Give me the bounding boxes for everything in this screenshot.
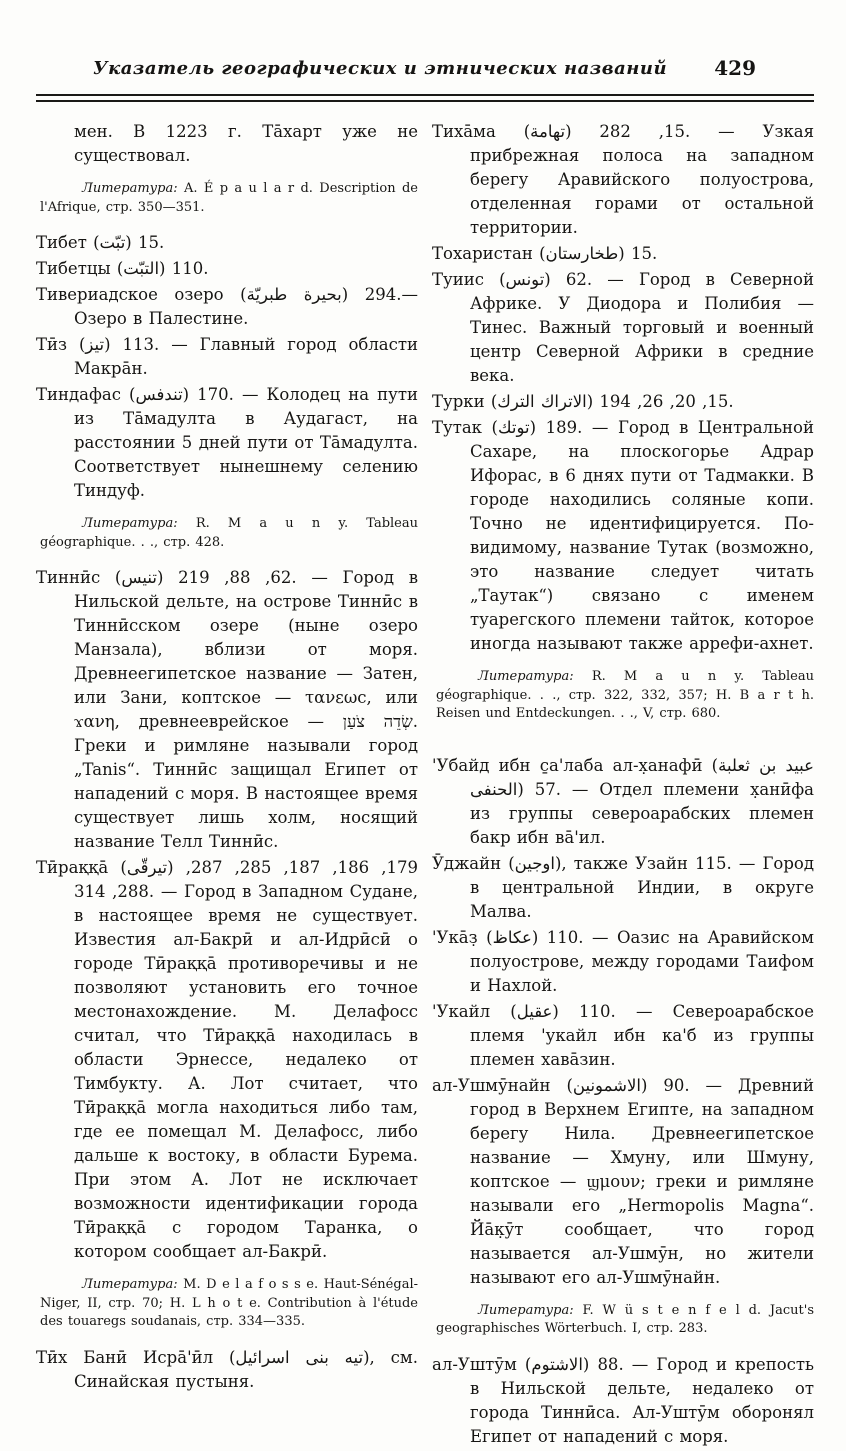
continuation-paragraph: мен. В 1223 г. Тāхарт уже не существовал. [74,122,418,165]
index-entry: 'Укайл (عقيل) 110. — Североарабское племя 'укайл ибн ка'б из группы племен хавāзин. [432,1001,814,1069]
index-entry: Тихāма (تهامة) 15, 282. — Узкая прибрежная полоса на западном берегу Аравийского полуострова, отделенная горами от остальной территории. [432,122,815,237]
index-entry: Тутак (توتك) 189. — Город в Центральной Сахаре, на плоскогорье Адрар Ифорас, в 6 днях пути от Тадмакки. В городе находились соляные копи. Точно не идентифицируется. По-видимому, название Тутак (возможно, это название следует читать „Таутак“) связано с именем туарегского племени тайток, которое иногда называют также аррефи-ахнет. [432,418,814,653]
index-entry: Туиис (تونس) 62. — Город в Северной Африке. У Диодора и Полибия — Тинес. Важный торговый и военный центр Северной Африки в средние века. [432,270,814,385]
left-column [36,120,418,1451]
text-columns [36,120,814,1451]
literature-text: F. W ü s t e n f e l d. Jacut's geographisches Wörterbuch. I, стр. 283. [436,1302,815,1336]
literature-label: Литература: [478,1302,574,1318]
index-entry: Тиндафас (تندفس) 170. — Колодец на пути из Тāмадулта в Аудагаст, на расстоянии 5 дней пути от Тāмадулта. Соответствует нынешнему селению Тиндуф. [36,385,419,500]
literature-label: Литература: [82,516,178,531]
index-entry: ал-Ушмӯнайн (الاشمونين) 90. — Древний город в Верхнем Египте, на западном берегу Нила. Древнеегипетское название — Хмуну, или Шмуну, коптское — ϣμουν; греки и римляне называли его „Hermopolis Magna“. Йāк̣ӯт сообщает, что город называется ал-Ушмӯн, но жители называют его ал-Ушмӯнайн. [432,1075,814,1287]
index-entry: Тибетцы (التبّت) 110. [36,259,209,278]
literature-label: Литература: [478,669,574,684]
literature-note [40,515,418,552]
literature-text: R. M a u n y. Tableau géographique. . ., стр. 428. [40,516,418,550]
index-entry: Тибет (تبّت) 15. [36,233,165,252]
header-rule [36,94,814,102]
literature-note [436,1302,814,1339]
literature-note [40,180,418,217]
page-title: Указатель географических и этнических названий [92,58,668,79]
literature-text: M. D e l a f o s s e. Haut-Sénégal-Niger, II, стр. 70; H. L h o t e. Contribution à l'étude des touaregs soudanais, стр. 334—335. [40,1277,418,1329]
index-entry: Тохаристан (طخارستان) 15. [432,244,658,263]
index-entry: Тӣх Банӣ Исрā'ӣл (تيه بنى اسرائيل), см. Синайская пустыня. [36,1347,418,1391]
page-number: 429 [714,56,756,80]
index-entry: Ӯджайн (اوجين), также Узайн 115. — Город в центральной Индии, в округе Малва. [432,853,814,921]
index-entry: Тӣраққā (تيرقّى) 179, 186, 187, 285, 287, 288, 314. — Город в Западном Судане, в настоящее время не существует. Известия ал-Бакрӣ и ал-Идрӣсӣ о городе Тӣраққā противоречивы и не позволяют установить его точное местонахождение. М. Делафосс считал, что Тӣраққā находилась в области Эрнессе, недалеко от Тимбукту. А. Лот считает, что Тӣраққā могла находиться либо там, где ее помещал М. Делафосс, либо дальше к востоку, в области Бурема. При этом А. Лот не исключает возможности идентификации города Тӣраққā с городом Таранка, о котором сообщает ал-Бакрӣ. [36,858,419,1261]
index-entry: Тӣз (تيز) 113. — Главный город области Макрāн. [36,335,419,378]
literature-label: Литература: [82,1277,178,1292]
index-entry: Тивериадское озеро (بحيرة طبريّة) 294.— Озеро в Палестине. [36,285,418,328]
literature-label: Литература: [82,181,178,196]
right-column [432,120,814,1451]
running-header [36,58,814,88]
index-entry: 'Укāз̣ (عكاظ) 110. — Оазис на Аравийском полуострове, между городами Таифом и Нахлой. [432,927,814,995]
literature-note [436,668,814,724]
index-entry: 'Убайд ибн с̱а'лаба ал-х̣анафӣ (عبيد بن ثعلبة الحنفى) 57. — Отдел племени х̣анӣфа из группы североарабских племен бакр ибн вā'ил. [432,755,814,847]
index-entry: Турки (الاتراك الترك) 15, 20, 26, 194. [432,392,734,411]
index-entry: ал-Уштӯм (الاشتوم) 88. — Город и крепость в Нильской дельте, недалеко от города Тиннӣса. Ал-Уштӯм оборонял Египет от нападений с моря. [432,1354,814,1446]
literature-text: R. M a u n y. Tableau géographique. . ., стр. 322, 332, 357; H. B a r t h. Reisen und Entdeckungen. . ., V, стр. 680. [436,669,814,721]
index-entry: Тиннӣс (تنيس) 62, 88, 219. — Город в Нильской дельте, на острове Тиннӣс в Тиннӣсском озере (ныне озеро Манзала), вблизи от моря. Древнеегипетское название — Затен, или Зани, коптское — τανεωϲ, или ϫανη, древнееврейское — שְׂדֵה צֹעַן. Греки и римляне называли город „Tanis“. Тиннӣс защищал Египет от нападений с моря. В настоящее время существует лишь холм, носящий название Телл Тиннӣс. [36,568,419,851]
literature-note [40,1276,418,1332]
literature-text: A. É p a u l a r d. Description de l'Afrique, стр. 350—351. [40,181,419,215]
